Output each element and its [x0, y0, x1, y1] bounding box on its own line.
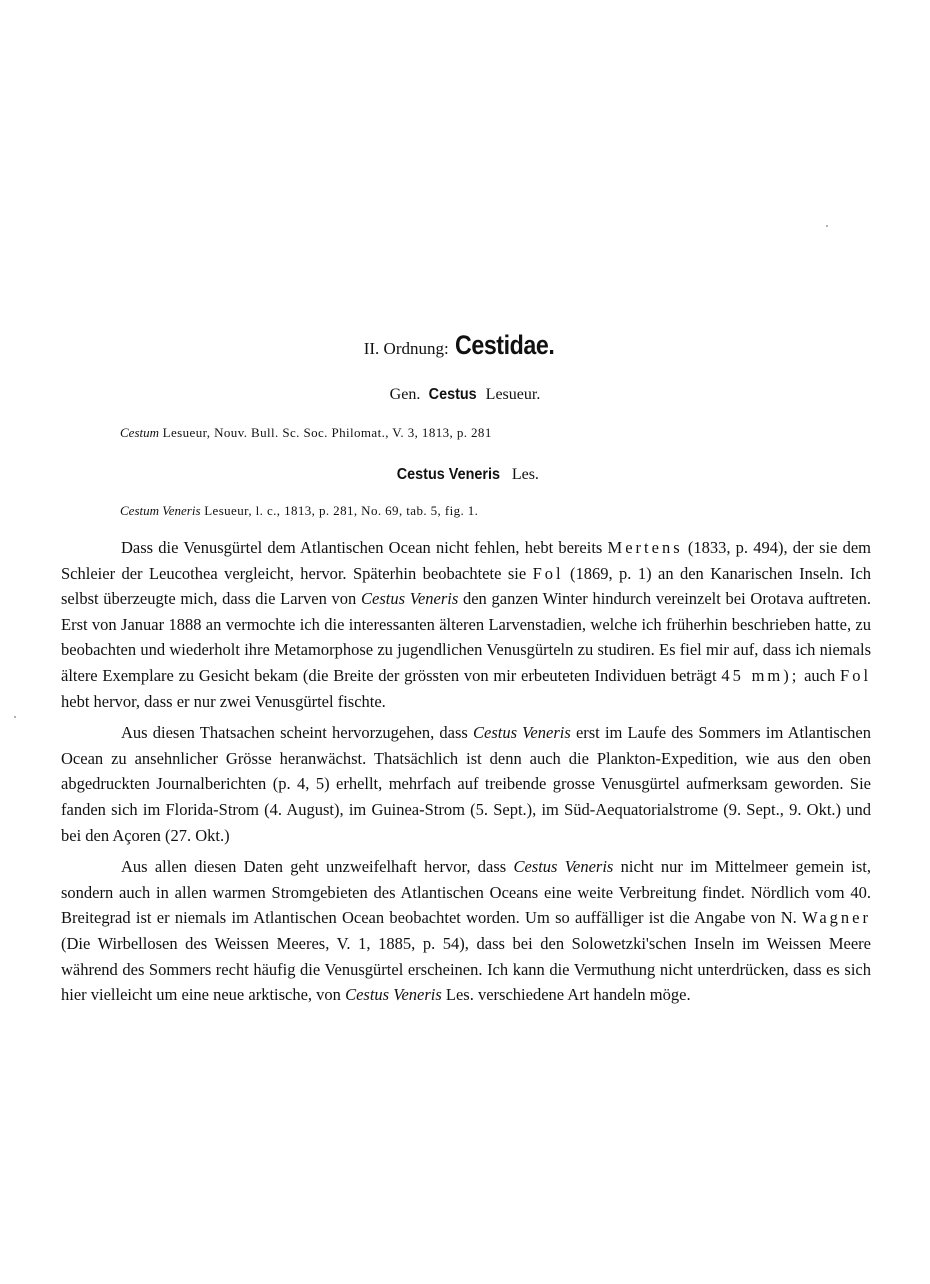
order-prefix: II. Ordnung:: [363, 339, 449, 358]
genus-citation-text: Lesueur, Nouv. Bull. Sc. Soc. Philomat., V. 3, 1813, p. 281: [162, 425, 492, 440]
author-name: Fol: [840, 665, 872, 685]
species-name-italic: Cestus Veneris: [513, 857, 614, 877]
species-heading: [0, 466, 930, 484]
genus-citation-name: Cestum: [120, 425, 159, 440]
species-citation-name: Cestum Veneris: [120, 503, 201, 518]
genus-author: Lesueur.: [485, 386, 541, 403]
order-heading: [0, 330, 930, 361]
species-name-italic: Cestus Veneris: [345, 985, 442, 1005]
paragraph-text: erst im Laufe des Sommers im Atlantischen Ocean zu ansehnlicher Grösse heranwächst. Thatsächlich ist denn auch die Plankton-Expedition, wie aus den oben abgedruckten Journalberichten (p. 4, 5) erhellt, mehrfach auf treibende grosse Venusgürtel aufmerksam geworden. Sie fanden sich im Florida-Strom (4. August), im Guinea-Strom (5. Sept.), im Süd-Aequatorialstrome (9. Sept., 9. Okt.) und bei den Açoren (27. Okt.): [61, 723, 871, 845]
species-author: Les.: [511, 466, 539, 483]
paragraph: [61, 720, 871, 848]
paragraph-text: nicht nur im Mittelmeer gemein ist, sondern auch in allen warmen Stromgebieten des Atlantischen Oceans eine weite Verbreitung findet. Nördlich vom 40. Breitegrad ist er niemals im Atlantischen Ocean beobachtet worden. Um so auffälliger ist die Angabe von N.: [61, 857, 871, 928]
author-name: Fol: [532, 563, 564, 583]
scan-speck: [14, 716, 16, 718]
paragraph-text: hebt hervor, dass er nur zwei Venusgürtel fischte.: [61, 691, 386, 711]
species-name-italic: Cestus Veneris: [361, 589, 459, 609]
paragraph: [61, 535, 871, 714]
species-citation-text: Lesueur, l. c., 1813, p. 281, No. 69, tab. 5, fig. 1.: [204, 503, 479, 518]
species-name: Cestus Veneris: [396, 466, 501, 483]
paragraph: [61, 854, 871, 1008]
genus-prefix: Gen.: [389, 386, 421, 403]
paragraph-text: (1869, p. 1) an den Kanarischen Inseln. Ich selbst überzeugte mich, dass die Larven von: [61, 563, 872, 609]
author-name: Mertens: [607, 538, 683, 557]
body-text: [61, 535, 871, 1014]
paragraph-text: Dass die Venusgürtel dem Atlantischen Ocean nicht fehlen, hebt bereits: [121, 538, 603, 557]
paragraph-text: Aus diesen Thatsachen scheint hervorzugehen, dass: [121, 723, 468, 743]
scan-speck: [826, 225, 828, 227]
genus-heading: [0, 386, 930, 404]
paragraph-text: (1833, p. 494), der sie dem Schleier der Leucothea vergleicht, hervor. Späterhin beobachtete sie: [61, 538, 872, 583]
species-name-italic: Cestus Veneris: [472, 723, 571, 743]
genus-name: Cestus: [428, 386, 478, 403]
paragraph-text: auch: [804, 665, 836, 685]
paragraph-text: Aus allen diesen Daten geht unzweifelhaft hervor, dass: [121, 857, 507, 877]
measurement: 45 mm);: [721, 665, 800, 685]
order-name: Cestidae.: [454, 330, 555, 360]
paragraph-text: den ganzen Winter hindurch vereinzelt bei Orotava auftreten. Erst von Januar 1888 an vermochte ich die interessanten älteren Larvenstadien, welche ich früherhin beschrieben hatte, zu beobachten und wiederholt ihre Metamorphose zu jugendlichen Venusgürteln zu studiren. Es fiel mir auf, dass ich niemals ältere Exemplare zu Gesicht bekam (die Breite der grössten von mir erbeuteten Individuen beträgt: [61, 589, 871, 685]
species-citation: [120, 503, 478, 519]
paragraph-text: Les. verschiedene Art handeln möge.: [445, 985, 691, 1005]
paragraph-text: (Die Wirbellosen des Weissen Meeres, V. 1, 1885, p. 54), dass bei den Solowetzki'schen Inseln im Weissen Meere während des Sommers recht häufig die Venusgürtel erscheinen. Ich kann die Vermuthung nicht unterdrücken, dass es sich hier vielleicht um eine neue arktische, von: [61, 933, 871, 1005]
author-name: Wagner: [802, 908, 872, 928]
genus-citation: [120, 425, 492, 441]
